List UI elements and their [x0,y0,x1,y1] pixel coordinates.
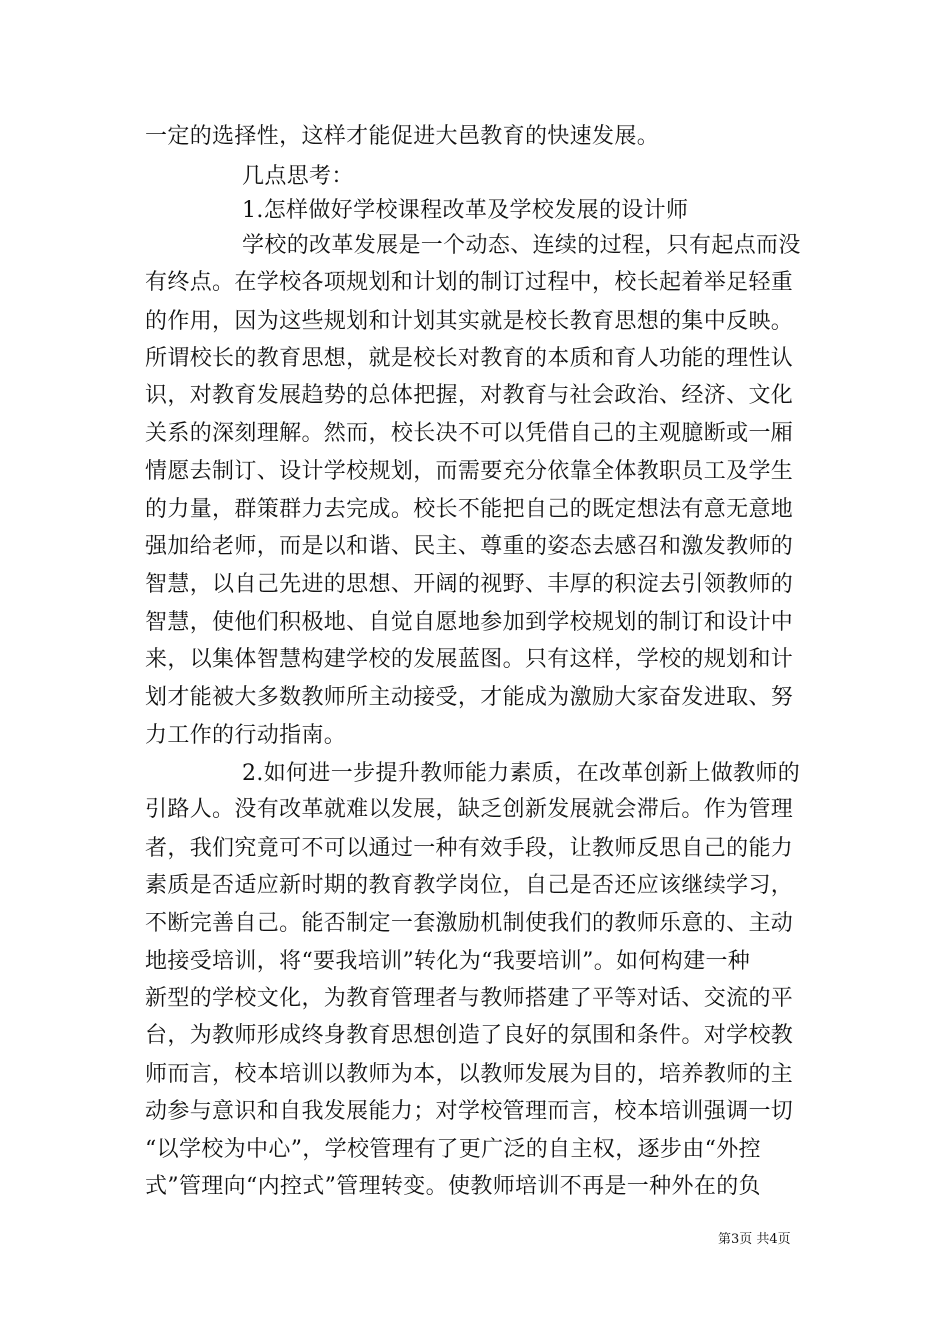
text-line: 新型的学校文化，为教育管理者与教师搭建了平等对话、交流的平 [145,986,794,1011]
text-line: 的力量，群策群力去完成。校长不能把自己的既定想法有意无意地 [145,497,794,522]
text-line: 强加给老师，而是以和谐、民主、尊重的姿态去感召和激发教师的 [145,534,794,559]
text-line: 智慧，使他们积极地、自觉自愿地参加到学校规划的制订和设计中 [145,610,794,635]
text-line: 力工作的行动指南。 [145,723,347,748]
text-line: 师而言，校本培训以教师为本，以教师发展为目的，培养教师的主 [145,1062,794,1087]
text-line: 几点思考： [242,164,354,189]
text-line: 关系的深刻理解。然而，校长决不可以凭借自己的主观臆断或一厢 [145,421,794,446]
text-line: 素质是否适应新时期的教育教学岗位，自己是否还应该继续学习， [145,873,794,898]
text-line: 1.怎样做好学校课程改革及学校发展的设计师 [242,198,689,223]
text-line: 引路人。没有改革就难以发展，缺乏创新发展就会滞后。作为管理 [145,797,794,822]
text-line: 台，为教师形成终身教育思想创造了良好的氛围和条件。对学校教 [145,1023,794,1048]
text-line: 所谓校长的教育思想，就是校长对教育的本质和育人功能的理性认 [145,346,794,371]
text-line: 式”管理向“内控式”管理转变。使教师培训不再是一种外在的负 [145,1174,761,1199]
text-line: 智慧，以自己先进的思想、开阔的视野、丰厚的积淀去引领教师的 [145,572,794,597]
page-number-footer: 第3页 共4页 [718,1232,791,1247]
text-line: 识，对教育发展趋势的总体把握，对教育与社会政治、经济、文化 [145,383,794,408]
text-line: 来，以集体智慧构建学校的发展蓝图。只有这样，学校的规划和计 [145,647,794,672]
text-line: 一定的选择性，这样才能促进大邑教育的快速发展。 [145,124,660,149]
text-line: 不断完善自己。能否制定一套激励机制使我们的教师乐意的、主动 [145,911,794,936]
text-line: 动参与意识和自我发展能力；对学校管理而言，校本培训强调一切 [145,1099,794,1124]
text-line: 有终点。在学校各项规划和计划的制订过程中，校长起着举足轻重 [145,270,794,295]
text-line: 者，我们究竟可不可以通过一种有效手段，让教师反思自己的能力 [145,836,794,861]
text-line: 情愿去制订、设计学校规划，而需要充分依靠全体教职员工及学生 [145,459,794,484]
text-line: 划才能被大多数教师所主动接受，才能成为激励大家奋发进取、努 [145,685,794,710]
text-line: “以学校为中心”，学校管理有了更广泛的自主权，逐步由“外控 [145,1137,761,1162]
text-line: 学校的改革发展是一个动态、连续的过程，只有起点而没 [242,233,801,258]
text-line: 的作用，因为这些规划和计划其实就是校长教育思想的集中反映。 [145,309,794,334]
text-line: 地接受培训，将“要我培训”转化为“我要培训”。如何构建一种 [145,949,751,974]
text-line: 2.如何进一步提升教师能力素质，在改革创新上做教师的 [242,761,801,786]
